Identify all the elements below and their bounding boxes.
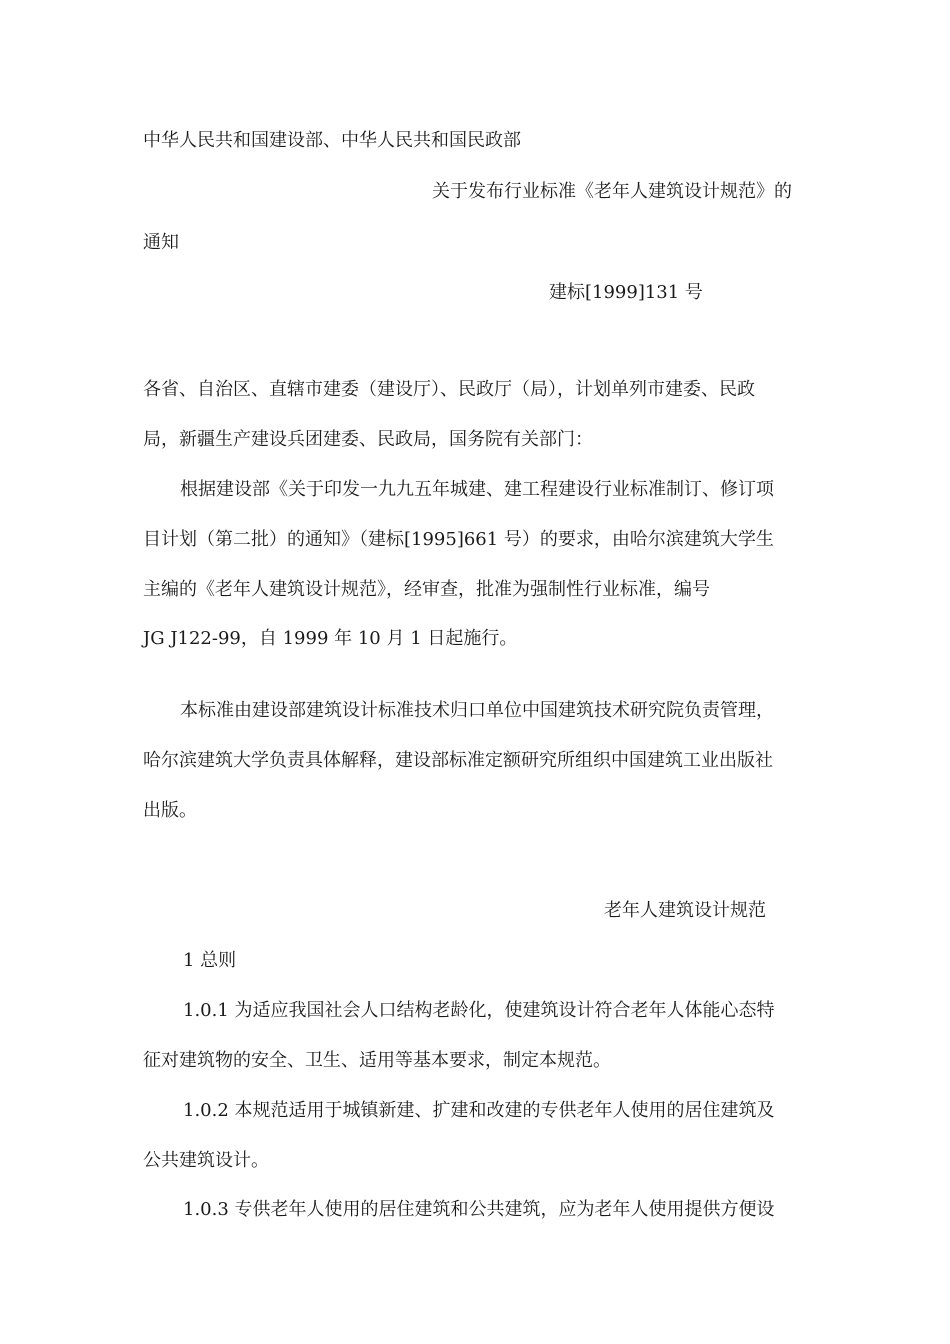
clause-102-line1: 1.0.2 本规范适用于城镇新建、扩建和改建的专供老年人使用的居住建筑及 (183, 1100, 775, 1121)
paragraph1-line2: 目计划（第二批）的通知》（建标[1995]661 号）的要求，由哈尔滨建筑大学生 (143, 529, 774, 550)
issuer-line: 中华人民共和国建设部、中华人民共和国民政部 (143, 130, 521, 151)
paragraph1-line1: 根据建设部《关于印发一九九五年城建、建工程建设行业标准制订、修订项 (180, 479, 774, 500)
paragraph1-line4: JG J122-99，自 1999 年 10 月 1 日起施行。 (143, 628, 518, 649)
paragraph2-line3: 出版。 (143, 800, 197, 821)
document-number: 建标[1999]131 号 (549, 282, 703, 303)
recipients-line2: 局，新疆生产建设兵团建委、民政局，国务院有关部门： (143, 429, 593, 450)
clause-101-line2: 征对建筑物的安全、卫生、适用等基本要求，制定本规范。 (143, 1050, 611, 1071)
paragraph2-line1: 本标准由建设部建筑设计标准技术归口单位中国建筑技术研究院负责管理， (180, 700, 774, 721)
recipients-line1: 各省、自治区、直辖市建委（建设厅）、民政厅（局），计划单列市建委、民政 (143, 379, 755, 400)
clause-101-line1: 1.0.1 为适应我国社会人口结构老龄化，使建筑设计符合老年人体能心态特 (183, 1000, 775, 1021)
notice-title-line2: 通知 (143, 232, 179, 253)
standard-title: 老年人建筑设计规范 (604, 900, 766, 921)
notice-title-line1: 关于发布行业标准《老年人建筑设计规范》的 (432, 181, 792, 202)
paragraph2-line2: 哈尔滨建筑大学负责具体解释，建设部标准定额研究所组织中国建筑工业出版社 (143, 750, 773, 771)
clause-103-line1: 1.0.3 专供老年人使用的居住建筑和公共建筑，应为老年人使用提供方便设 (183, 1199, 775, 1220)
clause-102-line2: 公共建筑设计。 (143, 1150, 269, 1171)
paragraph1-line3: 主编的《老年人建筑设计规范》，经审查，批准为强制性行业标准，编号 (143, 579, 710, 600)
chapter1-heading: 1 总则 (183, 950, 237, 971)
